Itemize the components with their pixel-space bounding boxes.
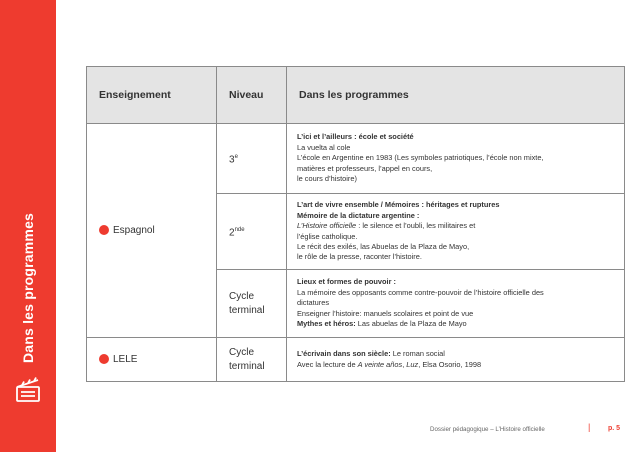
level-number: 3 xyxy=(229,154,235,166)
programme-text: Avec la lecture de xyxy=(297,359,358,369)
footer-reference: Dossier pédagogique – L’Histoire officielle xyxy=(430,426,545,433)
programme-text: Las abuelas de la Plaza de Mayo xyxy=(355,319,467,329)
level-line: Cycle xyxy=(229,290,255,302)
table-header-row xyxy=(87,67,625,124)
bullet-dot xyxy=(99,354,109,364)
level-cell xyxy=(217,338,287,382)
sidebar xyxy=(0,0,56,452)
programmes-table xyxy=(86,66,625,382)
sidebar-title: Dans les programmes xyxy=(20,212,36,364)
programme-title: L’écrivain dans son siècle: xyxy=(297,349,391,359)
level-cell xyxy=(217,124,287,194)
header-enseignement: Enseignement xyxy=(87,67,217,124)
programme-text: , xyxy=(402,359,407,369)
programme-line xyxy=(297,349,620,359)
programme-line: La vuelta al cole xyxy=(297,142,351,152)
subject-label: Espagnol xyxy=(113,225,155,236)
level-line: terminal xyxy=(229,304,265,316)
programme-cell xyxy=(287,124,625,194)
header-programmes: Dans les programmes xyxy=(287,67,625,124)
level-cell xyxy=(217,194,287,270)
programme-cell xyxy=(287,194,625,270)
programme-line xyxy=(297,221,620,231)
clapperboard-icon xyxy=(14,376,42,404)
level-cell xyxy=(217,270,287,338)
book-title: A veinte años xyxy=(357,359,403,369)
programme-line: La mémoire des opposants comme contre-pouvoir de l’histoire officielle des xyxy=(297,287,544,297)
programme-line: matières et professeurs, l’appel en cours, xyxy=(297,163,433,173)
programme-title: L’art de vivre ensemble / Mémoires : héritages et ruptures xyxy=(297,200,500,210)
subject-label: LELE xyxy=(113,354,138,365)
bullet-dot xyxy=(99,225,109,235)
programme-line: l’église catholique. xyxy=(297,231,358,241)
film-title: L’Histoire officielle xyxy=(297,221,357,231)
programme-line: Enseigner l’histoire: manuels scolaires et point de vue xyxy=(297,308,474,318)
level-line: terminal xyxy=(229,360,265,372)
programme-title: L’ici et l’ailleurs : école et société xyxy=(297,132,414,142)
footer-separator: | xyxy=(588,422,591,432)
programme-text: , Elsa Osorio, 1998 xyxy=(418,359,482,369)
programme-text: : le silence et l’oubli, les militaires et xyxy=(356,221,476,231)
header-niveau: Niveau xyxy=(217,67,287,124)
programme-subtitle: Mémoire de la dictature argentine : xyxy=(297,210,420,220)
programme-line xyxy=(297,319,620,329)
programme-line: dictatures xyxy=(297,298,330,308)
programme-line: L’école en Argentine en 1983 (Les symboles patriotiques, l’école non mixte, xyxy=(297,153,544,163)
programme-line xyxy=(297,360,620,370)
book-title: Luz xyxy=(406,359,419,369)
level-number: 2 xyxy=(229,227,235,239)
level-suffix: e xyxy=(234,153,238,160)
programme-line: le cours d’histoire) xyxy=(297,174,357,184)
subject-cell-espagnol xyxy=(87,124,217,338)
level-line: Cycle xyxy=(229,346,255,358)
programme-line: le rôle de la presse, raconter l’histoire. xyxy=(297,252,422,262)
programme-line: Le récit des exilés, las Abuelas de la Plaza de Mayo, xyxy=(297,241,470,251)
programme-title: Lieux et formes de pouvoir : xyxy=(297,277,396,287)
table-row xyxy=(87,124,625,194)
programme-cell xyxy=(287,338,625,382)
programme-cell xyxy=(287,270,625,338)
subject-cell-lele xyxy=(87,338,217,382)
page-number: p. 5 xyxy=(608,425,621,432)
table-row xyxy=(87,338,625,382)
level-suffix: nde xyxy=(234,226,245,233)
programme-text: Le roman social xyxy=(390,349,445,359)
programme-bold: Mythes et héros: xyxy=(297,319,356,329)
